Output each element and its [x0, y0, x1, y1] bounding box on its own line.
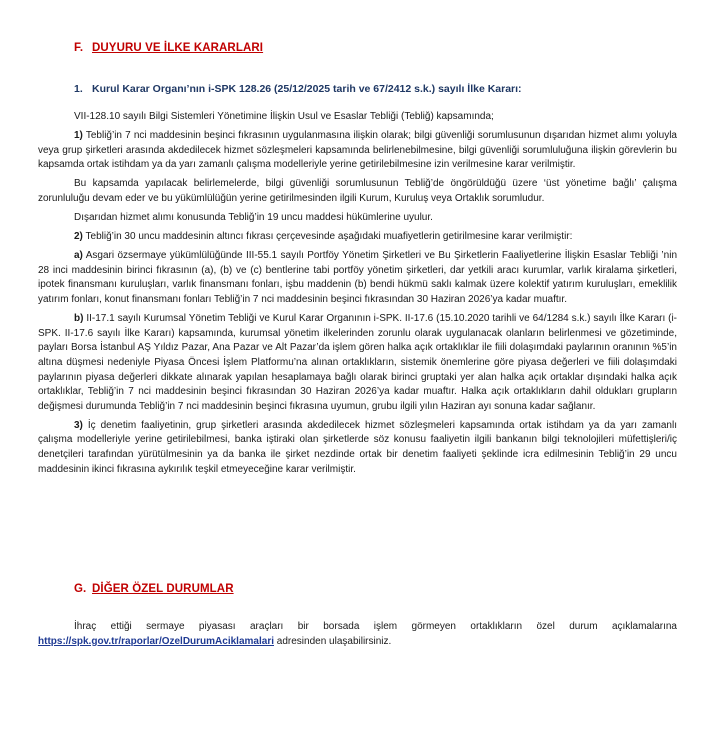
item-1-label: 1) — [74, 130, 83, 142]
section-g-title: DİĞER ÖZEL DURUMLAR — [92, 583, 234, 595]
section-f-heading — [74, 42, 263, 54]
item-1-text: Tebliğ’in 7 nci maddesinin beşinci fıkrasının uygulanmasına ilişkin olarak; bilgi güvenliği sorumlusunun dışarıdan hizmet alımı yoluyla veya grup şirketleri arasında akdedilecek hizmet sözleşmeleri kapsamında belirlenebilmesine, bilgi güvenliği sorumluluğuna ilişkin görevlerin bu kapsamda ortak istihdam ya da yarı zamanlı çalışma modelleriyle yerine getirilebilmesine izin verilmesine karar verilmiştir. — [38, 130, 677, 171]
item-3-text: İç denetim faaliyetinin, grup şirketleri arasında akdedilecek hizmet sözleşmeleri kapsamında ortak istihdam ya da yarı zamanlı çalışma modelleriyle yerine getirilebilmesi, banka iştiraki olan şirketlerde söz konusu faaliyetin ilgili bankanın bilgi teknolojileri müfettişleri/iç denetçileri tarafından yürütülmesinin ya da banka ile şirket nezdinde ortak bir denetim faaliyeti şeklinde icra edilmesinin Tebliğ’in 29 uncu maddesinin ikinci fıkrasına aykırılık teşkil etmeyeceğine karar verilmiştir. — [38, 419, 677, 475]
outsource-paragraph: Dışarıdan hizmet alımı konusunda Tebliğ’in 19 uncu maddesi hükümlerine uyulur. — [74, 212, 433, 224]
section-f-title: DUYURU VE İLKE KARARLARI — [92, 42, 264, 54]
section-g-body — [38, 620, 677, 649]
item-1-paragraph — [38, 129, 677, 173]
obligation-paragraph: Bu kapsamda yapılacak belirlemelerde, bilgi güvenliği sorumlusunun Tebliğ’de öngörüldüğü üzere ‘üst yönetime bağlı’ çalışma zorunluluğu devam eder ve bu yükümlülüğün yerine getirilmesinden ilgili Kurum, Kuruluş veya Ortaklık sorumludur. — [38, 178, 677, 204]
item-2-text: Tebliğ’in 30 uncu maddesinin altıncı fıkrası çerçevesinde aşağıdaki muafiyetlerin getirilmesine karar verilmiştir: — [85, 231, 573, 243]
item-2-label: 2) — [74, 231, 83, 243]
item-2a-paragraph — [38, 249, 677, 307]
section-g-letter: G. — [74, 583, 87, 595]
item-3-paragraph — [38, 419, 677, 477]
item-2-paragraph — [38, 230, 677, 245]
item-2a-text: Asgari özsermaye yükümlülüğünde III-55.1 sayılı Portföy Yönetim Şirketleri ve Bu Şirketlerin Faaliyetlerine İlişkin Esaslar Tebliği ’nin 28 inci maddesinin birinci fıkrasının (a), (b) ve (c) bentlerine tabi portföy yönetim şirketleri, dar yetkili aracı kurumlar, varlık kiralama şirketleri, ipotek finansmanı kuruluşları, varlık finansmanı fonları, işbu maddenin (b) bendi hükmü saklı kalmak üzere kolektif yatırım kuruluşları, emeklilik yatırım fonları, konut finansmanı fonları Tebliğ’in 7 nci maddesinin beşinci fıkrasından 30 Haziran 2026’ya kadar muaftır. — [38, 250, 677, 306]
decision-1-number: 1. — [74, 83, 83, 95]
section-g-paragraph — [38, 620, 677, 649]
item-2b-text: II-17.1 sayılı Kurumsal Yönetim Tebliği ve Kurul Karar Organının i-SPK. II-17.6 (15.10.2020 tarihli ve 64/1284 s.k.) sayılı İlke Kararı (i-SPK. II-17.6 sayılı İlke Kararı) kapsamında, kurumsal yönetim ilkelerinden zorunlu olarak uygulanacak olanların belirlenmesi ve gözetiminde, payları Borsa İstanbul AŞ Yıldız Pazar, Ana Pazar ve Alt Pazar’da işlem gören halka açık ortaklıklar ile fiili dolaşımdaki paylarının oranının %5’in altına düşmesi nedeniyle Piyasa Öncesi İşlem Platformu’na alınan ortaklıkların, sistemik önemlerine göre piyasa değerleri ve fiili dolaşımdaki paylarının piyasa değerleri dikkate alınarak yapılan hesaplamaya bağlı olarak birinci gruptaki yer alan halka açık ortaklar dışındaki halka açık ortaklıklar, Tebliğ’in 7 nci maddesinin beşinci fıkrasından 30 Haziran 2026’ya kadar muaftır. Halka açık ortaklıkların dahil oldukları grupların değişmesi durumunda Tebliğ’in 7 nci maddesinin beşinci fıkrasına uyumun, grubu ilgili yılın Haziran ayı sonuna kadar sağlanır. — [38, 313, 678, 412]
item-2b-label: b) — [74, 313, 84, 325]
section-g-suffix: adresinden ulaşabilirsiniz. — [274, 635, 392, 647]
intro-paragraph: VII-128.10 sayılı Bilgi Sistemleri Yönetimine İlişkin Usul ve Esaslar Tebliği (Tebliğ) kapsamında; — [74, 111, 494, 122]
decision-body — [38, 110, 677, 482]
section-g-text: İhraç ettiği sermaye piyasası araçları bir borsada işlem görmeyen ortaklıkların özel durum açıklamalarına — [74, 621, 677, 632]
section-g-heading — [74, 583, 234, 595]
section-f-letter: F. — [74, 42, 84, 54]
item-2b-paragraph — [38, 312, 677, 414]
item-2a-label: a) — [74, 250, 83, 262]
ozel-durum-link[interactable]: https://spk.gov.tr/raporlar/OzelDurumAciklamalari — [38, 635, 274, 647]
decision-1-title: Kurul Karar Organı’nın i-SPK 128.26 (25/12/2025 tarih ve 67/2412 s.k.) sayılı İlke Kararı: — [92, 83, 522, 95]
item-3-label: 3) — [74, 419, 83, 431]
decision-1-heading — [74, 83, 522, 95]
